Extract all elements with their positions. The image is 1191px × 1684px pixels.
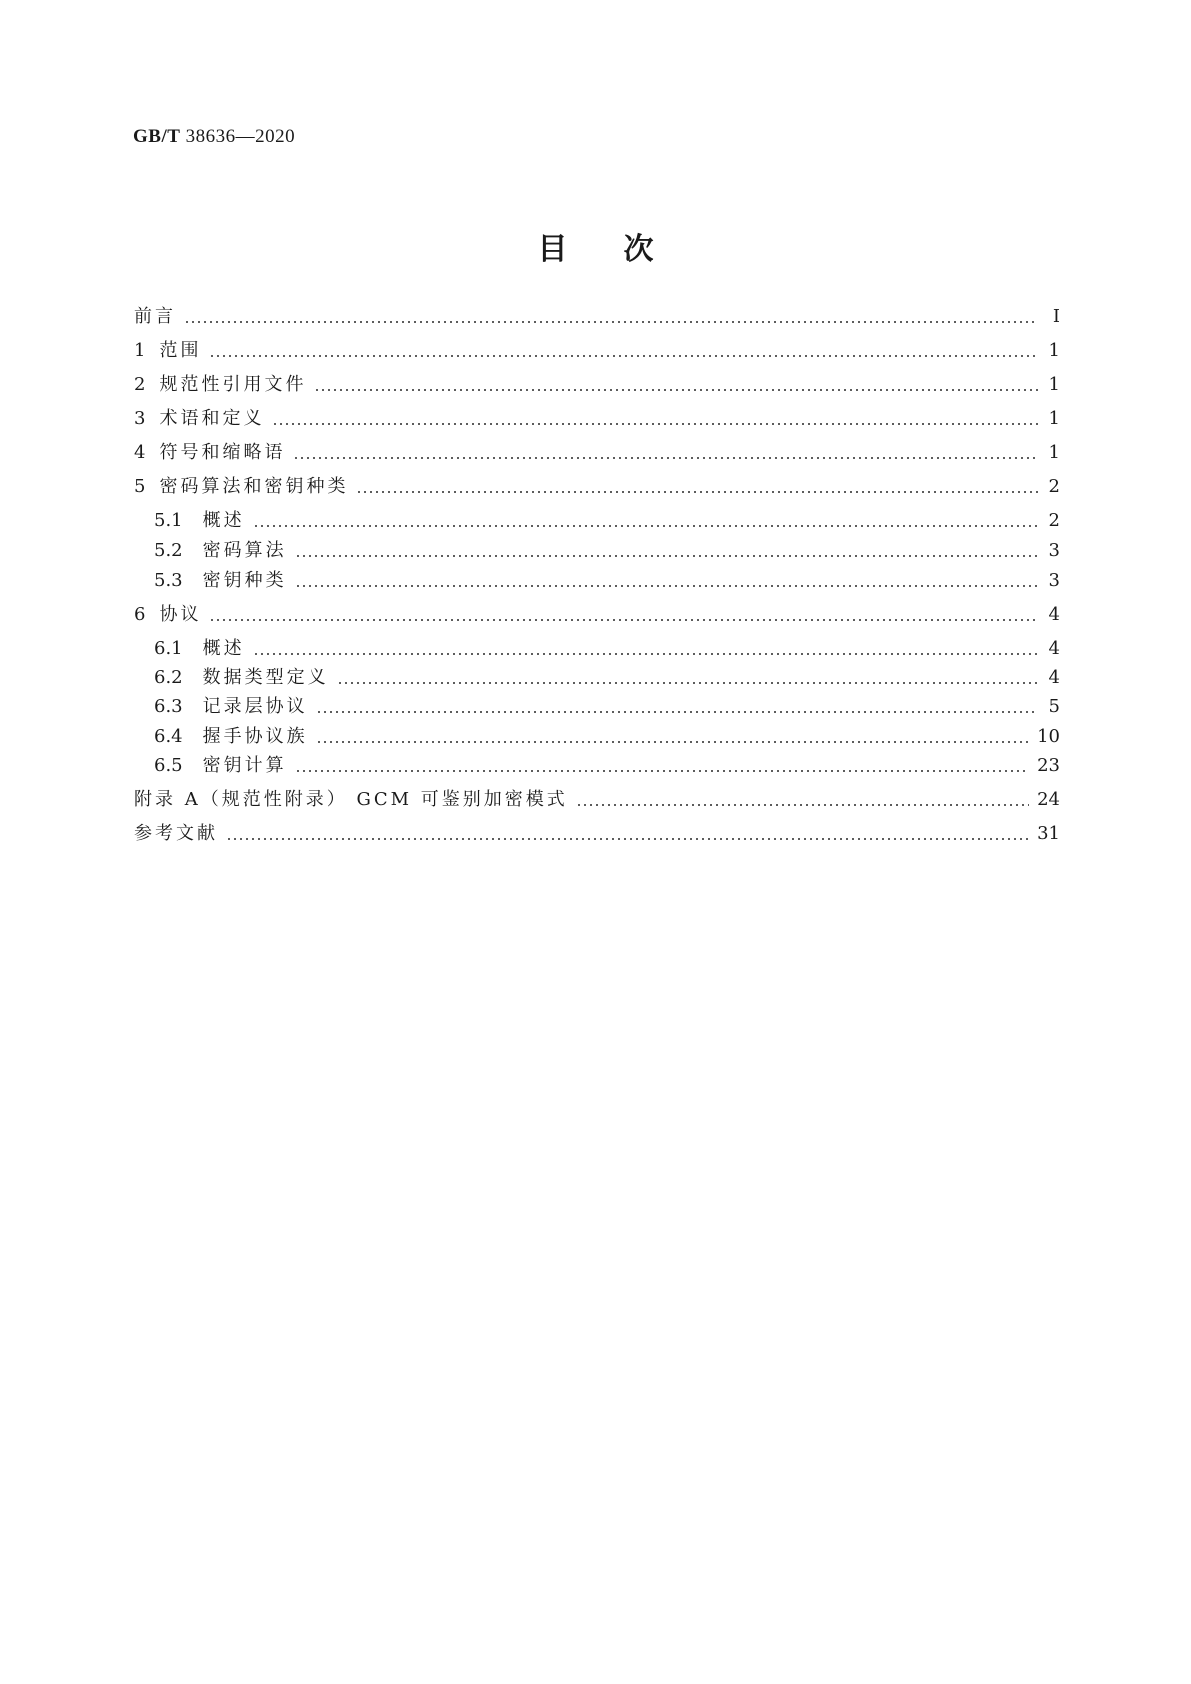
toc-entry-page: 4 xyxy=(1048,604,1060,625)
toc-entry-references[interactable] xyxy=(134,819,1060,845)
toc-entry-page: 5 xyxy=(1048,696,1060,717)
dot-leader xyxy=(295,770,1029,772)
toc-title xyxy=(0,224,1191,268)
toc-entry-number: 2 xyxy=(134,374,146,395)
toc-entry-title: 密码算法 xyxy=(202,540,287,561)
toc-entry-page: 3 xyxy=(1048,570,1060,591)
dot-leader xyxy=(293,457,1038,459)
toc-entry-number: 5 xyxy=(134,476,146,497)
toc-entry-title: 记录层协议 xyxy=(202,696,308,717)
dot-leader xyxy=(314,389,1038,391)
toc-entry-page: 2 xyxy=(1048,476,1060,497)
toc-entry-6-3[interactable] xyxy=(154,692,1060,718)
toc-entry-page: 1 xyxy=(1048,442,1060,463)
toc-entry-title: 握手协议族 xyxy=(202,726,308,747)
toc-entry-6[interactable] xyxy=(134,600,1060,626)
toc-entry-number: 3 xyxy=(134,408,146,429)
toc-entry-title: 数据类型定义 xyxy=(202,667,329,688)
toc-entry-number: 6.3 xyxy=(154,696,183,717)
dot-leader xyxy=(295,585,1038,587)
toc-entry-6-5[interactable] xyxy=(154,751,1060,777)
dot-leader xyxy=(337,682,1038,684)
toc-entry-number: 1 xyxy=(134,340,146,361)
toc-entry-title: 协议 xyxy=(159,604,202,625)
toc-entry-page: 3 xyxy=(1048,540,1060,561)
toc-entry-number: 6.4 xyxy=(154,726,183,747)
toc-entry-page: 2 xyxy=(1048,510,1060,531)
standard-prefix: GB/T xyxy=(133,126,181,147)
toc-entry-foreword[interactable] xyxy=(134,302,1060,328)
toc-entry-6-2[interactable] xyxy=(154,663,1060,689)
standard-code-header xyxy=(133,126,295,148)
dot-leader xyxy=(253,525,1038,527)
toc-entry-page: 23 xyxy=(1037,755,1060,776)
toc-entry-title: 符号和缩略语 xyxy=(159,442,286,463)
dot-leader xyxy=(209,355,1038,357)
toc-entry-number: 5.3 xyxy=(154,570,183,591)
toc-entry-page: Ⅰ xyxy=(1052,306,1060,327)
toc-entry-title: 密钥种类 xyxy=(202,570,287,591)
toc-entry-6-1[interactable] xyxy=(154,634,1060,660)
toc-entry-title: 术语和定义 xyxy=(159,408,265,429)
toc-entry-title: 概述 xyxy=(202,638,245,659)
toc-entry-2[interactable] xyxy=(134,370,1060,396)
dot-leader xyxy=(253,653,1038,655)
dot-leader xyxy=(209,619,1038,621)
toc-entry-1[interactable] xyxy=(134,336,1060,362)
toc-entry-title: 前言 xyxy=(134,306,176,327)
toc-entry-page: 24 xyxy=(1037,789,1060,810)
toc-entry-title: 参考文献 xyxy=(134,823,218,844)
toc-entry-page: 1 xyxy=(1048,408,1060,429)
toc-entry-3[interactable] xyxy=(134,404,1060,430)
toc-entry-5-1[interactable] xyxy=(154,506,1060,532)
toc-entry-title: 范围 xyxy=(159,340,202,361)
toc-entry-page: 1 xyxy=(1048,340,1060,361)
toc-entry-6-4[interactable] xyxy=(154,722,1060,748)
toc-entry-title: 概述 xyxy=(202,510,245,531)
toc-entry-number: 6 xyxy=(134,604,146,625)
toc-entry-title: 附录 A（规范性附录） GCM 可鉴别加密模式 xyxy=(134,789,568,810)
toc-entry-number: 5.2 xyxy=(154,540,183,561)
dot-leader xyxy=(226,838,1029,840)
dot-leader xyxy=(272,423,1038,425)
toc-entry-number: 6.1 xyxy=(154,638,183,659)
toc-title-char-1: 目 xyxy=(537,232,568,267)
dot-leader xyxy=(184,321,1038,323)
toc-entry-title: 密钥计算 xyxy=(202,755,287,776)
toc-entry-page: 1 xyxy=(1048,374,1060,395)
dot-leader xyxy=(576,804,1029,806)
toc-entry-5-3[interactable] xyxy=(154,566,1060,592)
toc-entry-4[interactable] xyxy=(134,438,1060,464)
toc-entry-number: 6.5 xyxy=(154,755,183,776)
dot-leader xyxy=(316,741,1029,743)
toc-entry-page: 31 xyxy=(1037,823,1060,844)
toc-entry-page: 4 xyxy=(1048,638,1060,659)
dot-leader xyxy=(316,711,1038,713)
toc-title-char-2: 次 xyxy=(623,232,654,267)
toc-entry-number: 6.2 xyxy=(154,667,183,688)
toc-entry-title: 密码算法和密钥种类 xyxy=(159,476,349,497)
toc-entry-5[interactable] xyxy=(134,472,1060,498)
toc-entry-title: 规范性引用文件 xyxy=(159,374,307,395)
toc-entry-page: 4 xyxy=(1048,667,1060,688)
toc-entry-page: 10 xyxy=(1037,726,1060,747)
dot-leader xyxy=(295,555,1038,557)
toc-entry-number: 4 xyxy=(134,442,146,463)
toc-entry-5-2[interactable] xyxy=(154,536,1060,562)
standard-number: 38636—2020 xyxy=(185,126,296,147)
dot-leader xyxy=(356,491,1038,493)
toc-entry-appendix-a[interactable] xyxy=(134,785,1060,811)
toc-entry-number: 5.1 xyxy=(154,510,183,531)
